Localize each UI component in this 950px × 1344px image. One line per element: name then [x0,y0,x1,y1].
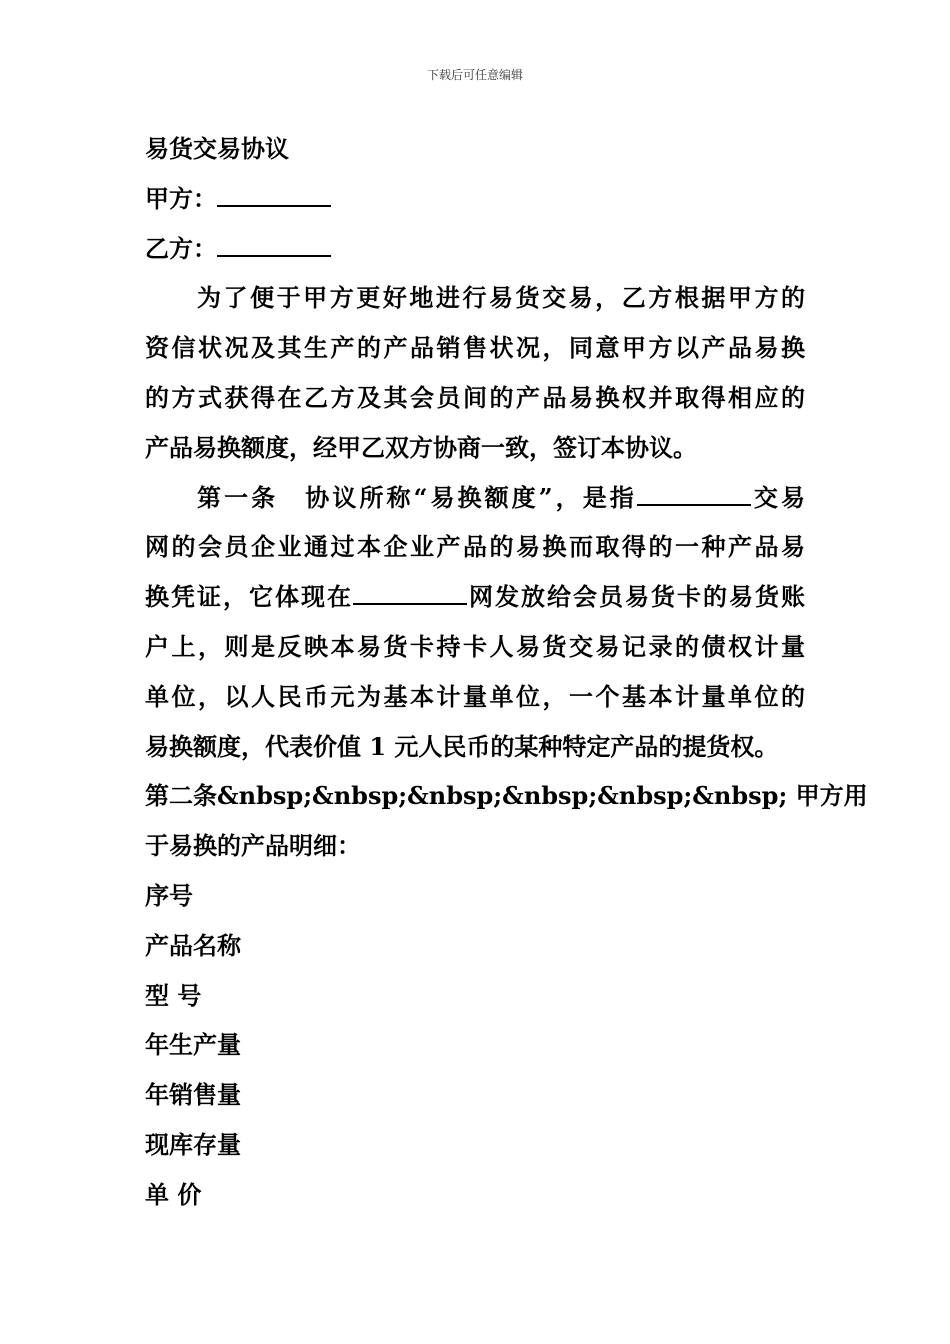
intro-line-4: 产品易换额度，经甲乙双方协商一致，签订本协议。 [145,432,697,462]
field-current-inventory: 现库存量 [145,1129,241,1159]
party-a-label: 甲方： [145,183,217,213]
article1-line-3 [145,572,805,622]
article1-line3-pre: 换凭证，它体现在 [145,582,353,612]
article1-line-4: 户上，则是反映本易货卡持卡人易货交易记录的债权计量 [145,631,805,661]
field-unit-price: 单 价 [145,1179,202,1209]
header-note: 下载后可任意编辑 [426,68,523,82]
article1-blank-1 [637,476,751,506]
article2-line-1: 第二条&nbsp;&nbsp;&nbsp;&nbsp;&nbsp;&nbsp; 甲方用 [145,781,868,811]
article1-line3-post: 网发放给会员易货卡的易货账 [467,582,805,612]
article1-line-5: 单位，以人民币元为基本计量单位，一个基本计量单位的 [145,681,805,711]
party-a-blank [217,177,331,207]
article1-line1-post: 交易 [750,482,806,512]
party-b-label: 乙方： [145,233,217,263]
article1-blank-2 [353,575,467,605]
field-annual-production: 年生产量 [145,1030,241,1060]
intro-line-1: 为了便于甲方更好地进行易货交易，乙方根据甲方的 [197,283,805,313]
field-serial-number: 序号 [145,880,193,910]
intro-line-2: 资信状况及其生产的产品销售状况，同意甲方以产品易换 [145,333,805,363]
article1-line-2: 网的会员企业通过本企业产品的易换而取得的一种产品易 [145,532,805,562]
document-body [145,124,868,1220]
intro-line-3: 的方式获得在乙方及其会员间的产品易换权并取得相应的 [145,382,805,412]
article2-line-2: 于易换的产品明细： [145,831,361,861]
party-b-line [145,224,805,274]
article1-line-6: 易换额度，代表价值 1 元人民币的某种特定产品的提货权。 [145,731,779,761]
article1-line1-pre: 第一条 协议所称“易换额度”，是指 [197,482,637,512]
party-a-line [145,174,805,224]
field-model: 型 号 [145,980,202,1010]
article1-line-1 [145,473,805,523]
party-b-blank [217,227,331,257]
document-title: 易货交易协议 [145,134,289,163]
field-annual-sales: 年销售量 [145,1080,241,1110]
field-product-name: 产品名称 [145,930,241,960]
